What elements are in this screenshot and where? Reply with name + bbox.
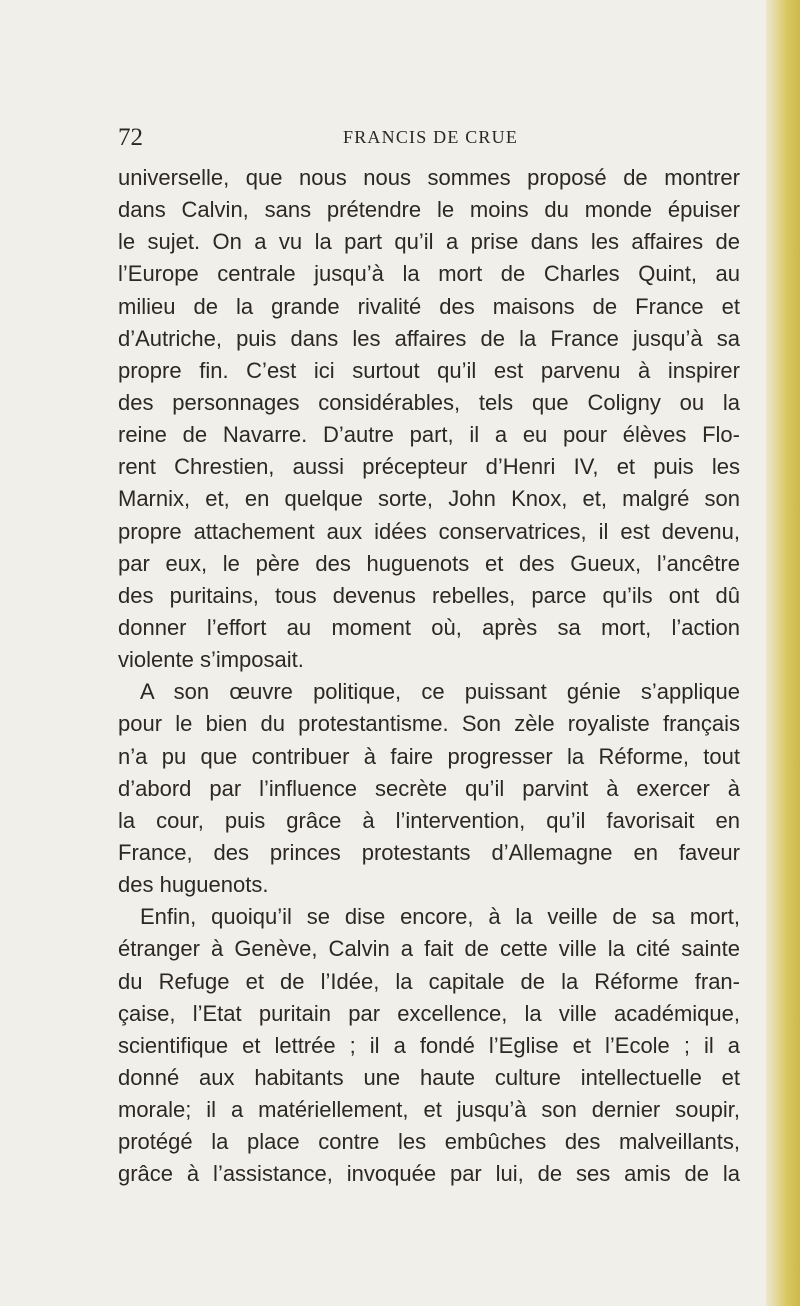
text-line: le sujet. On a vu la part qu’il a prise dans les affaires de bbox=[118, 229, 740, 255]
text-line: scientifique et lettrée ; il a fondé l’Eglise et l’Ecole ; il a bbox=[118, 1032, 740, 1058]
text-line: des personnages considérables, tels que Coligny ou la bbox=[118, 389, 740, 415]
text-line: étranger à Genève, Calvin a fait de cette ville la cité sainte bbox=[118, 936, 740, 962]
text-line: par eux, le père des huguenots et des Gueux, l’ancêtre bbox=[118, 550, 740, 576]
text-line: la cour, puis grâce à l’intervention, qu’il favorisait en bbox=[118, 807, 740, 833]
text-line: A son œuvre politique, ce puissant génie s’applique bbox=[140, 679, 740, 705]
text-line: d’abord par l’influence secrète qu’il parvint à exercer à bbox=[118, 775, 740, 801]
text-line: morale; il a matériellement, et jusqu’à son dernier soupir, bbox=[118, 1097, 740, 1123]
text-line: çaise, l’Etat puritain par excellence, la ville académique, bbox=[118, 1000, 740, 1026]
text-line: l’Europe centrale jusqu’à la mort de Charles Quint, au bbox=[118, 261, 740, 287]
body-text bbox=[118, 162, 740, 1191]
text-line: protégé la place contre les embûches des malveillants, bbox=[118, 1129, 740, 1155]
text-line: propre attachement aux idées conservatrices, il est devenu, bbox=[118, 518, 740, 544]
text-line: violente s’imposait. bbox=[118, 647, 304, 673]
text-line: universelle, que nous nous sommes proposé de montrer bbox=[118, 165, 740, 190]
text-line: des huguenots. bbox=[118, 872, 269, 898]
text-line: France, des princes protestants d’Allemagne en faveur bbox=[118, 839, 740, 865]
text-line: pour le bien du protestantisme. Son zèle royaliste français bbox=[118, 711, 740, 737]
text-line: donné aux habitants une haute culture intellectuelle et bbox=[118, 1064, 740, 1090]
text-line: n’a pu que contribuer à faire progresser la Réforme, tout bbox=[118, 743, 740, 769]
text-line: des puritains, tous devenus rebelles, parce qu’ils ont dû bbox=[118, 582, 740, 608]
text-line: du Refuge et de l’Idée, la capitale de la Réforme fran- bbox=[118, 968, 740, 994]
text-line: reine de Navarre. D’autre part, il a eu pour élèves Flo- bbox=[118, 422, 740, 448]
text-line: dans Calvin, sans prétendre le moins du monde épuiser bbox=[118, 197, 740, 223]
running-head: FRANCIS DE CRUE bbox=[343, 127, 519, 147]
page-header bbox=[118, 124, 738, 154]
text-line: milieu de la grande rivalité des maisons de France et bbox=[118, 293, 740, 319]
text-line: donner l’effort au moment où, après sa mort, l’action bbox=[118, 614, 740, 640]
page-number: 72 bbox=[118, 124, 143, 151]
text-line: Enfin, quoiqu’il se dise encore, à la veille de sa mort, bbox=[140, 904, 740, 930]
text-line: grâce à l’assistance, invoquée par lui, de ses amis de la bbox=[118, 1161, 740, 1187]
text-line: rent Chrestien, aussi précepteur d’Henri IV, et puis les bbox=[118, 454, 740, 480]
text-line: propre fin. C’est ici surtout qu’il est parvenu à inspirer bbox=[118, 357, 740, 383]
page-edge bbox=[766, 0, 800, 1306]
text-line: d’Autriche, puis dans les affaires de la France jusqu’à sa bbox=[118, 325, 740, 351]
text-line: Marnix, et, en quelque sorte, John Knox, et, malgré son bbox=[118, 486, 740, 512]
